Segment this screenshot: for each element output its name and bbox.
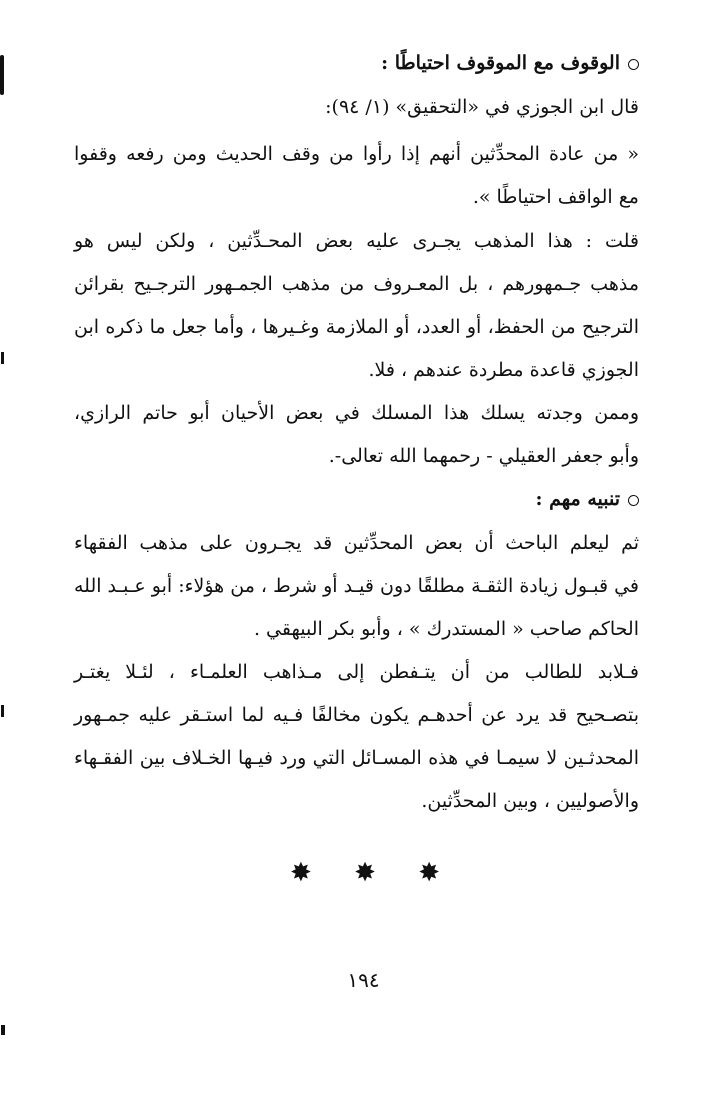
star-icon: ✸: [418, 858, 440, 888]
paragraph-line: في قبـول زيادة الثقـة مطلقًا دون قيـد أو شرط ، من هؤلاء: أبو عـبـد الله: [73, 575, 639, 597]
paragraph-line: ثم ليعلم الباحث أن بعض المحدِّثين قد يجـرون على مذهب الفقهاء: [74, 532, 639, 554]
scan-mark-mid: [1, 352, 4, 364]
paragraph-4: [74, 392, 639, 478]
paragraph-line: مذهب جـمهورهم ، بل المعـروف من مذهب الجمـهور الترجـيح بقرائن: [74, 273, 639, 295]
paragraph-line: الترجيح من الحفظ، أو العدد، أو الملازمة وغـيرها ، وأما جعل ما ذكره ابن: [74, 316, 639, 338]
section-heading-2-block: [74, 478, 639, 521]
section-divider-stars: [290, 858, 440, 888]
paragraph-line: بتصـحيح قد يرد عن أحدهـم يكون مخالفًا فـيه لما استـقر عليه جمـهور: [74, 704, 639, 726]
section-heading-2: [74, 478, 639, 521]
star-icon: ✸: [354, 858, 376, 888]
paragraph-line: « من عادة المحدِّثين أنهم إذا رأوا من وقف الحديث ومن رفعه وقفوا: [74, 143, 639, 165]
paragraph-6: [74, 651, 639, 823]
section-heading-2-text: تنبيه مهم :: [535, 488, 620, 510]
paragraph-line: الحاكم صاحب « المستدرك » ، وأبو بكر البيهقي .: [253, 618, 639, 640]
paragraph-line: مع الواقف احتياطًا ».: [472, 186, 639, 208]
scan-mark-top: [0, 55, 4, 95]
paragraph-3: [74, 220, 639, 392]
paragraph-5: [74, 522, 639, 651]
paragraph-2: [74, 133, 639, 219]
paragraph-line: فـلابد للطالب من أن يتـفطن إلى مـذاهب العلمـاء ، لئـلا يغتـر: [74, 661, 639, 683]
page-number: ١٩٤: [347, 968, 380, 992]
section-heading-1: [74, 42, 639, 85]
paragraph-line: قلت : هذا المذهب يجـرى عليه بعض المحـدِّثين ، ولكن ليس هو: [74, 230, 639, 252]
circle-bullet-icon: [628, 495, 639, 506]
circle-bullet-icon: [628, 59, 639, 70]
paragraph-line: وممن وجدته يسلك هذا المسلك في بعض الأحيان أبو حاتم الرازي،: [74, 402, 639, 424]
paragraph-line: الجوزي قاعدة مطردة عندهم ، فلا.: [368, 359, 639, 381]
paragraph-line: قال ابن الجوزي في «التحقيق» (١/ ٩٤):: [325, 96, 639, 118]
paragraph-line: المحدثـين لا سيمـا في هذه المسـائل التي ورد فيـها الخـلاف بين الفقـهاء: [74, 747, 639, 769]
scan-mark-low: [1, 705, 4, 717]
paragraph-1: [74, 86, 639, 129]
star-icon: ✸: [290, 858, 312, 888]
paragraph-line: وأبو جعفر العقيلي - رحمهما الله تعالى-.: [328, 445, 639, 467]
section-heading-1-block: [74, 42, 639, 85]
section-heading-1-text: الوقوف مع الموقوف احتياطًا :: [381, 52, 620, 74]
scan-mark-bottom: [1, 1025, 5, 1035]
paragraph-line: والأصوليين ، وبين المحدِّثين.: [421, 790, 639, 812]
